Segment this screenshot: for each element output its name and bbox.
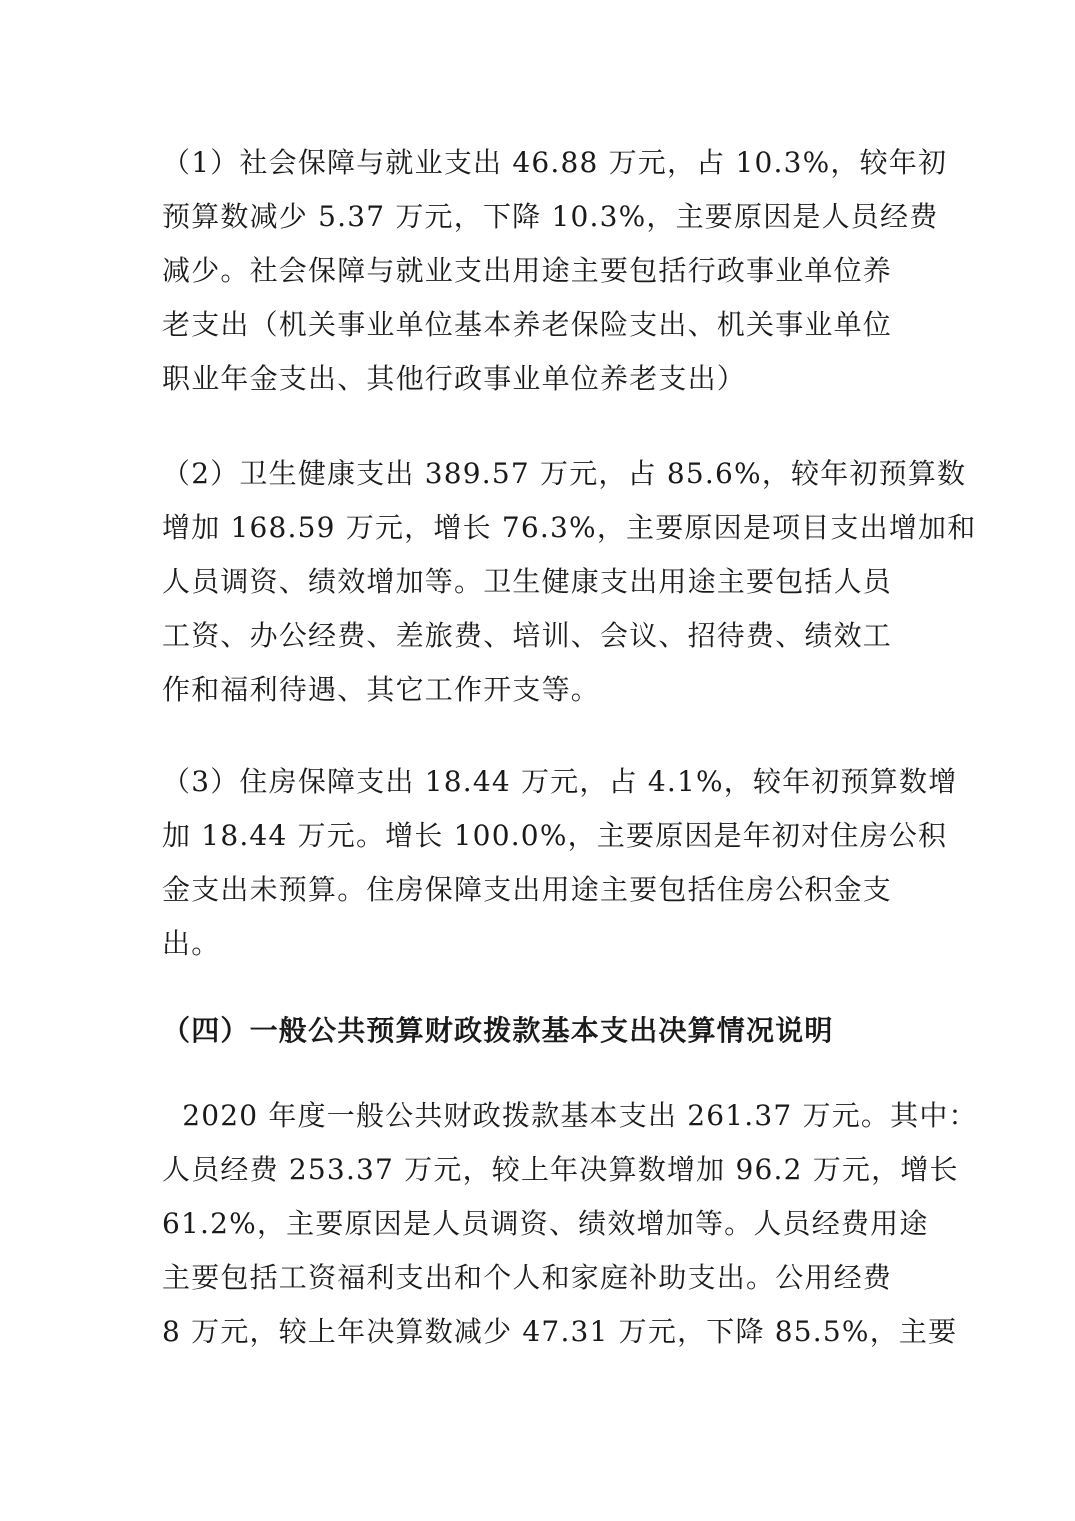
text-line: 8 万元，较上年决算数减少 47.31 万元，下降 85.5%，主要 xyxy=(162,1315,958,1348)
text-line: 增加 168.59 万元，增长 76.3%，主要原因是项目支出增加和 xyxy=(162,511,977,544)
text-line: 加 18.44 万元。增长 100.0%，主要原因是年初对住房公积 xyxy=(162,819,948,852)
paragraph-health xyxy=(162,447,977,717)
paragraph-social-security xyxy=(162,136,948,406)
section-heading xyxy=(162,1004,922,1058)
text-line: 老支出（机关事业单位基本养老保险支出、机关事业单位 xyxy=(162,308,893,341)
text-line: 工资、办公经费、差旅费、培训、会议、招待费、绩效工 xyxy=(162,619,893,652)
text-line: 人员经费 253.37 万元，较上年决算数增加 96.2 万元，增长 xyxy=(162,1153,959,1186)
text-line: 61.2%，主要原因是人员调资、绩效增加等。人员经费用途 xyxy=(162,1207,929,1240)
paragraph-basic-expenditure xyxy=(162,1089,978,1359)
text-line: 人员调资、绩效增加等。卫生健康支出用途主要包括人员 xyxy=(162,565,893,598)
text-line: （2）卫生健康支出 389.57 万元，占 85.6%，较年初预算数 xyxy=(162,457,967,490)
text-line: 金支出未预算。住房保障支出用途主要包括住房公积金支 xyxy=(162,873,893,906)
text-line: 出。 xyxy=(162,927,221,960)
paragraph-housing xyxy=(162,755,958,971)
text-line: （3）住房保障支出 18.44 万元，占 4.1%，较年初预算数增 xyxy=(162,765,958,798)
text-line: 减少。社会保障与就业支出用途主要包括行政事业单位养 xyxy=(162,254,893,287)
text-line: 主要包括工资福利支出和个人和家庭补助支出。公用经费 xyxy=(162,1261,893,1294)
heading-text: （四）一般公共预算财政拨款基本支出决算情况说明 xyxy=(162,1014,834,1047)
text-line: （1）社会保障与就业支出 46.88 万元，占 10.3%，较年初 xyxy=(162,146,948,179)
text-line: 职业年金支出、其他行政事业单位养老支出） xyxy=(162,362,747,395)
text-line: 预算数减少 5.37 万元，下降 10.3%，主要原因是人员经费 xyxy=(162,200,939,233)
text-line: 2020 年度一般公共财政拨款基本支出 261.37 万元。其中： xyxy=(162,1099,978,1132)
text-line: 作和福利待遇、其它工作开支等。 xyxy=(162,673,601,706)
